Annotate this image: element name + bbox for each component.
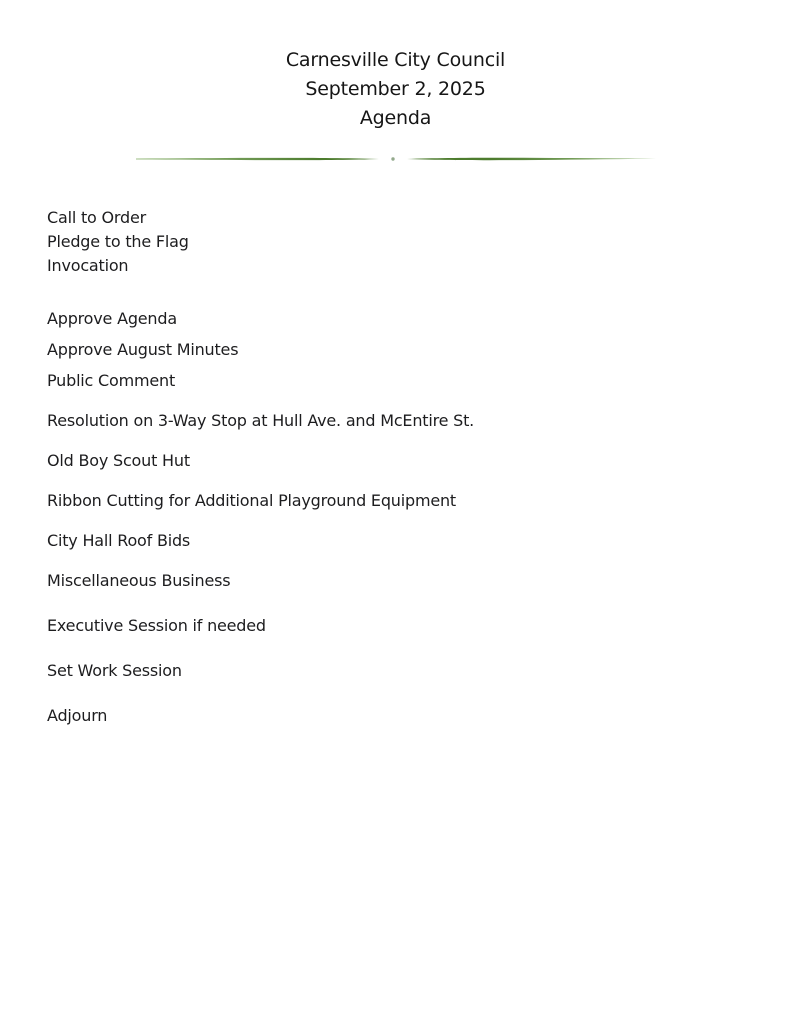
divider-ornament-graphic xyxy=(136,153,656,165)
agenda-item: Pledge to the Flag xyxy=(47,232,189,251)
divider-left-stroke xyxy=(136,158,379,160)
agenda-item: Invocation xyxy=(47,256,129,275)
agenda-group-opening xyxy=(47,206,791,278)
divider-center-dot xyxy=(391,157,394,160)
agenda-item: Call to Order xyxy=(47,208,146,227)
agenda-item: Executive Session if needed xyxy=(47,616,266,635)
agenda-item: Old Boy Scout Hut xyxy=(47,451,190,470)
document-title: Carnesville City Council xyxy=(285,49,506,71)
document-title-block xyxy=(0,0,791,133)
agenda-item: Set Work Session xyxy=(47,661,182,680)
agenda-item: Public Comment xyxy=(47,371,176,390)
document-subtitle: Agenda xyxy=(359,107,432,129)
decorative-divider xyxy=(136,150,656,162)
agenda-item: Adjourn xyxy=(47,706,108,725)
agenda-item: Miscellaneous Business xyxy=(47,571,231,590)
agenda-item: City Hall Roof Bids xyxy=(47,531,191,550)
agenda-item: Approve Agenda xyxy=(47,309,177,328)
agenda-group-closing xyxy=(47,617,791,724)
agenda-item: Ribbon Cutting for Additional Playground Equipment xyxy=(47,491,456,510)
document-date: September 2, 2025 xyxy=(305,78,486,100)
agenda-item: Resolution on 3-Way Stop at Hull Ave. and McEntire St. xyxy=(47,411,475,430)
agenda-group-business xyxy=(47,412,791,589)
agenda-group-approvals xyxy=(47,310,791,389)
divider-right-stroke xyxy=(407,158,656,160)
agenda-item: Approve August Minutes xyxy=(47,340,239,359)
agenda-list xyxy=(47,206,791,724)
